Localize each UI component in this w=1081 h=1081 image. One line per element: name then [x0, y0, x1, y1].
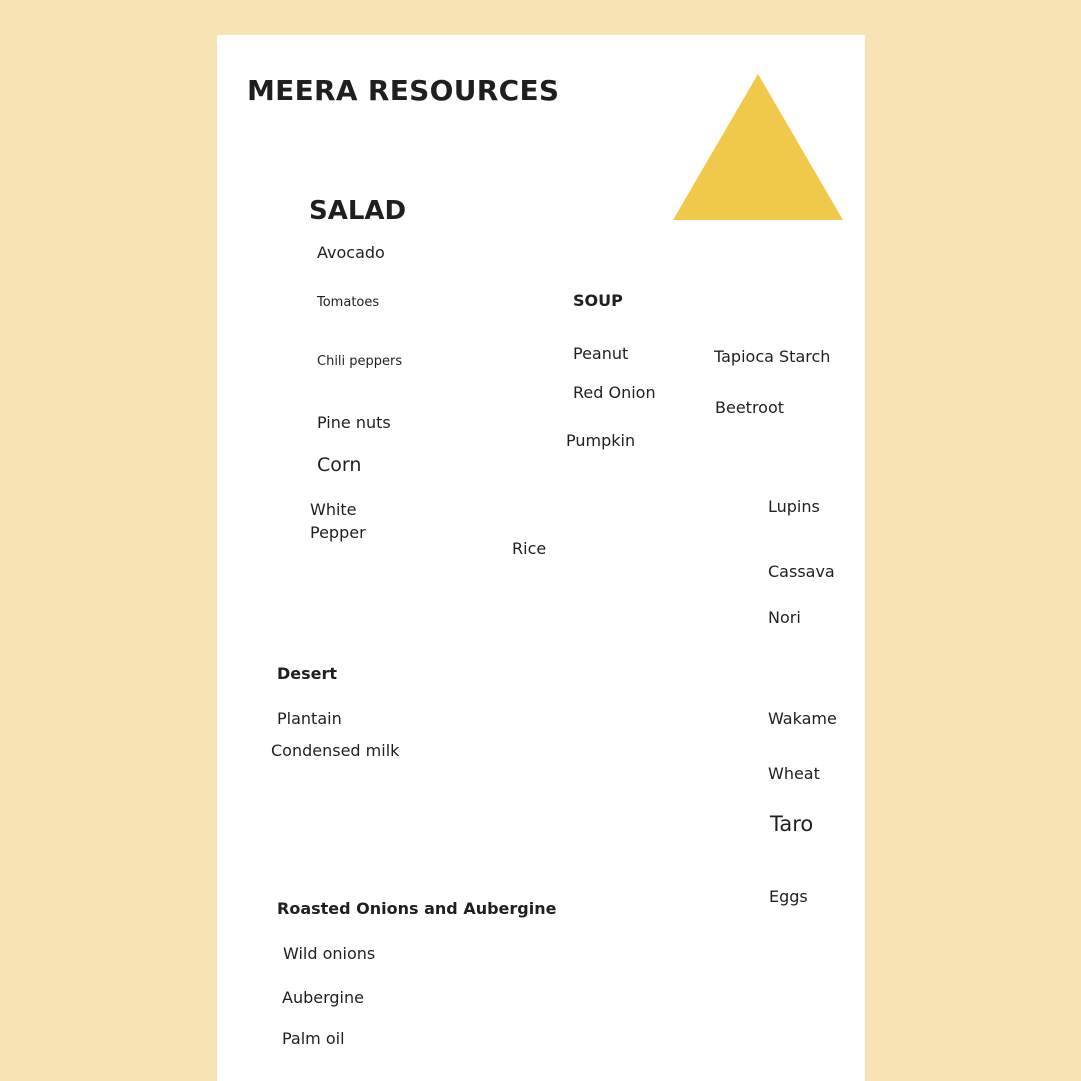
misc-item-rice: Rice — [512, 539, 547, 558]
page-title: MEERA RESOURCES — [247, 74, 560, 107]
salad-item-white-pepper: White Pepper — [310, 500, 366, 542]
desert-item-plantain: Plantain — [277, 709, 342, 728]
desert-item-condensed-milk: Condensed milk — [271, 741, 400, 760]
soup-item-red-onion: Red Onion — [573, 383, 656, 402]
misc-item-cassava: Cassava — [768, 562, 835, 581]
misc-item-wheat: Wheat — [768, 764, 820, 783]
desert-heading: Desert — [277, 664, 338, 683]
misc-item-lupins: Lupins — [768, 497, 820, 516]
salad-item-pine-nuts: Pine nuts — [317, 413, 391, 432]
misc-item-wakame: Wakame — [768, 709, 837, 728]
roasted-heading: Roasted Onions and Aubergine — [277, 899, 557, 918]
soup-item-tapioca-starch: Tapioca Starch — [714, 347, 831, 366]
soup-item-beetroot: Beetroot — [715, 398, 785, 417]
misc-item-taro: Taro — [770, 812, 814, 836]
soup-item-peanut: Peanut — [573, 344, 629, 363]
salad-item-chili-peppers: Chili peppers — [317, 354, 403, 369]
soup-heading: SOUP — [573, 291, 623, 310]
triangle-shape — [673, 74, 843, 220]
misc-item-eggs: Eggs — [769, 887, 808, 906]
yellow-triangle-graphic — [673, 74, 843, 220]
salad-item-corn: Corn — [317, 454, 362, 476]
roasted-item-wild-onions: Wild onions — [283, 944, 376, 963]
salad-item-avocado: Avocado — [317, 243, 385, 262]
salad-item-tomatoes: Tomatoes — [317, 295, 380, 310]
misc-item-nori: Nori — [768, 608, 801, 627]
salad-heading: SALAD — [309, 196, 407, 226]
document-page — [217, 35, 865, 1081]
soup-item-pumpkin: Pumpkin — [566, 431, 636, 450]
roasted-item-aubergine: Aubergine — [282, 988, 364, 1007]
roasted-item-palm-oil: Palm oil — [282, 1029, 345, 1048]
